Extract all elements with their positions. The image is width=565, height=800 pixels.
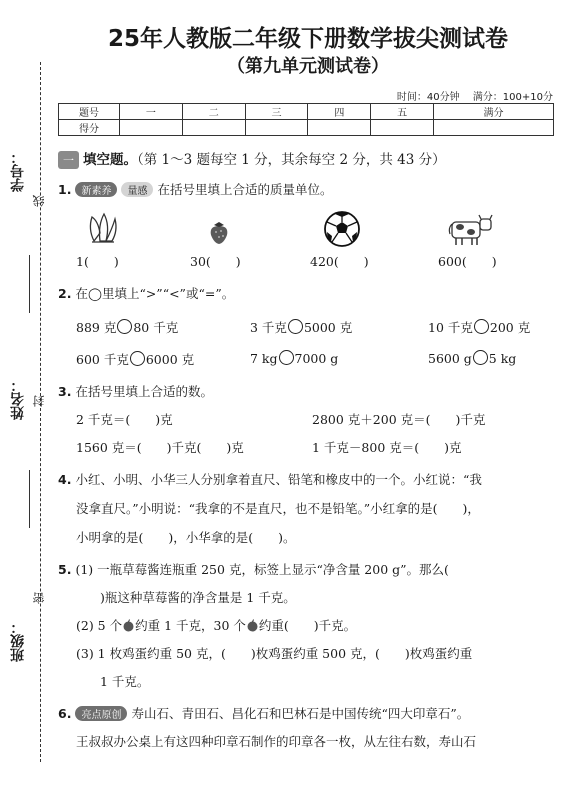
- binding-dashed-line: [40, 62, 41, 762]
- score-table-header: 五: [371, 104, 434, 120]
- question-number: 1.: [58, 182, 72, 197]
- question-6: [58, 704, 469, 722]
- question-5: [58, 560, 449, 578]
- question-number: 3.: [58, 384, 72, 399]
- score-cell[interactable]: [182, 120, 245, 136]
- section-heading: [58, 148, 446, 169]
- score-table-header: 题号: [59, 104, 120, 120]
- question-number: 6.: [58, 706, 72, 721]
- q1-answer-cow[interactable]: 600( ): [438, 254, 497, 269]
- compare-item: 5600 g 5 kg: [428, 351, 517, 366]
- page-subtitle: （第九单元测试卷）: [227, 56, 389, 77]
- strawberry-icon: [208, 221, 230, 245]
- compare-circle[interactable]: [117, 319, 132, 334]
- cabbage-icon: [84, 211, 120, 245]
- exam-meta: [387, 88, 553, 103]
- name-label: 姓名：: [10, 378, 26, 420]
- question-number: 2.: [58, 286, 72, 301]
- name-blank[interactable]: [29, 470, 30, 528]
- score-row-label: 得分: [59, 120, 120, 136]
- question-text: 1 千克。: [100, 674, 150, 689]
- score-table-header-row: [59, 104, 554, 120]
- compare-circle[interactable]: [473, 350, 488, 365]
- question-text: 在括号里填上合适的数。: [75, 384, 213, 399]
- question-text: 寿山石、青田石、昌化石和巴林石是中国传统“四大印章石”。: [131, 706, 470, 721]
- score-cell[interactable]: [434, 120, 554, 136]
- score-table: [58, 103, 554, 136]
- q1-answer-cabbage[interactable]: 1( ): [76, 254, 119, 269]
- compare-circle[interactable]: [130, 351, 145, 366]
- score-table-header: 四: [308, 104, 371, 120]
- question-text[interactable]: 没拿直尺。”小明说：“我拿的不是直尺，也不是铅笔。”小红拿的是( )，: [76, 501, 480, 516]
- binding-mark-mi: 密: [32, 592, 46, 604]
- question-4: [58, 470, 482, 488]
- compare-item: 889 克 80 千克: [76, 320, 179, 335]
- full-score: 满分：100+10分: [472, 92, 553, 103]
- page-title: 25年人教版二年级下册数学拔尖测试卷: [107, 26, 508, 52]
- student-number-blank[interactable]: [29, 255, 30, 313]
- question-text: 在括号里填上合适的质量单位。: [157, 182, 333, 197]
- tag-quantity-sense: 量感: [121, 182, 153, 197]
- section-number-badge: 一: [58, 151, 79, 169]
- compare-circle[interactable]: [288, 319, 303, 334]
- fill-blank-line[interactable]: 1 千克－800 克＝( )克: [312, 440, 462, 455]
- score-cell[interactable]: [308, 120, 371, 136]
- score-table-header: 一: [120, 104, 183, 120]
- question-text: 在◯里填上“>”“<”或“=”。: [75, 286, 235, 301]
- score-table-header: 二: [182, 104, 245, 120]
- student-number-label: 学号：: [10, 150, 26, 192]
- score-table-score-row: [59, 120, 554, 136]
- question-5-part-2: (2) 5 个 约重 1 千克，30 个 约重( )千克。: [76, 618, 357, 633]
- fill-blank-line[interactable]: 2 千克＝( )克: [76, 412, 173, 427]
- tag-new-literacy: 新素养: [75, 182, 117, 197]
- question-3: [58, 382, 213, 400]
- section-score-note: （第 1～3 题每空 1 分，其余每空 2 分，共 43 分）: [137, 152, 446, 168]
- question-text: 小红、小明、小华三人分别拿着直尺、铅笔和橡皮中的一个。小红说：“我: [75, 472, 482, 487]
- question-1: [58, 180, 332, 198]
- question-text: )瓶这种草莓酱的净含量是 1 千克。: [100, 590, 296, 605]
- soccer-ball-icon: [323, 210, 361, 248]
- class-label: 班级：: [10, 620, 26, 662]
- score-table-header: 三: [245, 104, 308, 120]
- apple-icon: [122, 619, 135, 632]
- compare-item: 3 千克 5000 克: [250, 320, 353, 335]
- cow-icon: [448, 214, 494, 246]
- question-text[interactable]: (1) 一瓶草莓酱连瓶重 250 克，标签上显示“净含量 200 g”。那么(: [75, 562, 449, 577]
- score-cell[interactable]: [371, 120, 434, 136]
- score-cell[interactable]: [120, 120, 183, 136]
- score-cell[interactable]: [245, 120, 308, 136]
- compare-item: 10 千克 200 克: [428, 320, 531, 335]
- question-text[interactable]: (3) 1 枚鸡蛋约重 50 克，( )枚鸡蛋约重 500 克，( )枚鸡蛋约重: [76, 646, 473, 661]
- compare-item: 7 kg 7000 g: [250, 351, 339, 366]
- binding-mark-feng: 封: [32, 395, 46, 407]
- fill-blank-line[interactable]: 2800 克＋200 克＝( )千克: [312, 412, 486, 427]
- apple-icon: [246, 619, 259, 632]
- compare-circle[interactable]: [279, 350, 294, 365]
- tag-highlight-original: 亮点原创: [75, 706, 127, 721]
- compare-circle[interactable]: [474, 319, 489, 334]
- binding-mark-xian: 线: [32, 195, 46, 207]
- compare-item: 600 千克 6000 克: [76, 352, 195, 367]
- fill-blank-line[interactable]: 1560 克＝( )千克( )克: [76, 440, 244, 455]
- time-limit: 时间：40分钟: [396, 92, 460, 103]
- question-number: 4.: [58, 472, 72, 487]
- question-text[interactable]: 小明拿的是( )，小华拿的是( )。: [76, 530, 296, 545]
- question-2: [58, 284, 234, 302]
- question-text: 王叔叔办公桌上有这四种印章石制作的印章各一枚，从左往右数，寿山石: [76, 734, 477, 749]
- q1-answer-soccer-ball[interactable]: 420( ): [310, 254, 369, 269]
- question-number: 5.: [58, 562, 72, 577]
- score-table-header: 满分: [434, 104, 554, 120]
- section-title: 填空题。: [83, 152, 137, 168]
- q1-answer-strawberry[interactable]: 30( ): [190, 254, 241, 269]
